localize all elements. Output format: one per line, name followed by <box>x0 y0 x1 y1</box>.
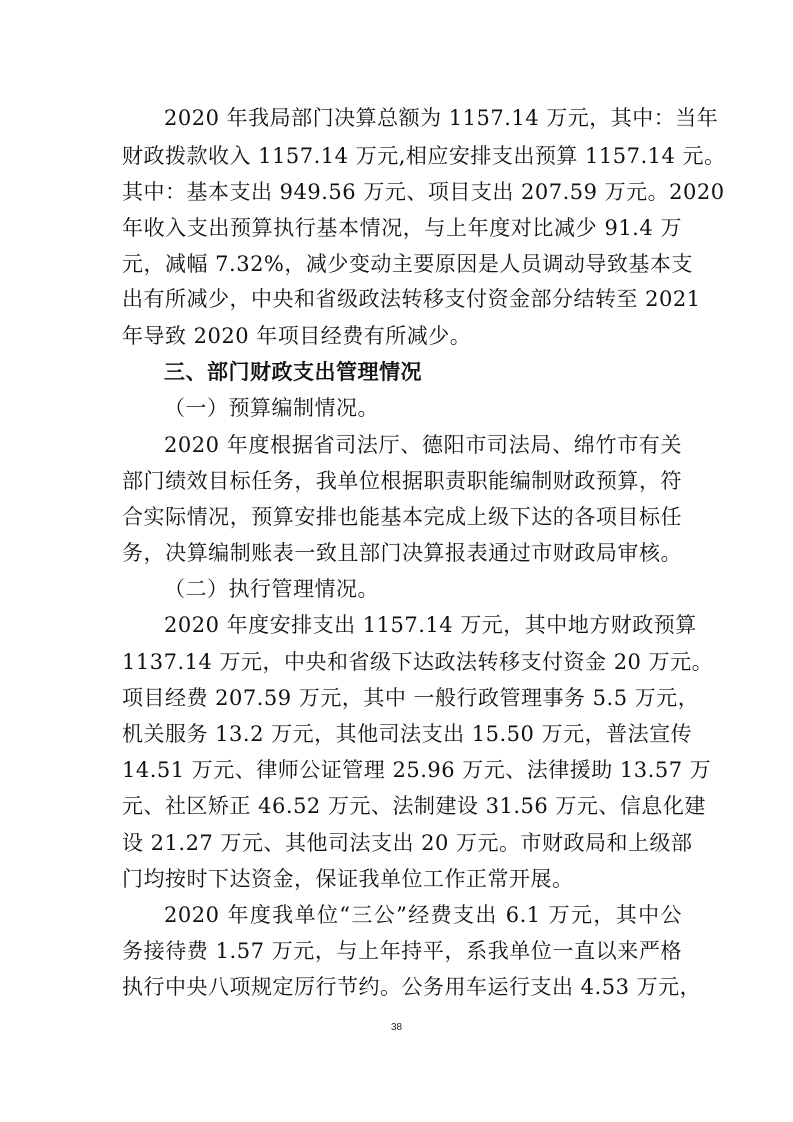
page-number: 38 <box>390 1022 403 1033</box>
paragraph-line: 务，决算编制账表一致且部门决算报表通过市财政局审核。 <box>122 541 682 565</box>
paragraph-line: 年收入支出预算执行基本情况，与上年度对比减少 91.4 万 <box>122 216 682 240</box>
paragraph-line: 元，减幅 7.32%，减少变动主要原因是人员调动导致基本支 <box>122 252 693 276</box>
paragraph-line: 执行中央八项规定厉行节约。公务用车运行支出 4.53 万元， <box>122 975 702 999</box>
paragraph-line: 设 21.27 万元、其他司法支出 20 万元。市财政局和上级部 <box>122 831 693 855</box>
paragraph-line: 财政拨款收入 1157.14 万元,相应安排支出预算 1157.14 元。 <box>122 144 726 168</box>
paragraph-line: 出有所减少，中央和省级政法转移支付资金部分结转至 2021 <box>122 287 701 311</box>
paragraph-line: 合实际情况，预算安排也能基本完成上级下达的各项目标任 <box>122 505 682 529</box>
paragraph-line: 年导致 2020 年项目经费有所减少。 <box>122 324 472 348</box>
paragraph-line: 2020 年度我单位“三公”经费支出 6.1 万元，其中公 <box>164 903 682 927</box>
subsection-heading: （一）预算编制情况。 <box>164 396 379 420</box>
paragraph-line: 2020 年我局部门决算总额为 1157.14 万元，其中：当年 <box>164 106 719 130</box>
paragraph-line: 项目经费 207.59 万元，其中 一般行政管理事务 5.5 万元， <box>122 686 700 710</box>
section-heading: 三、部门财政支出管理情况 <box>164 360 422 384</box>
paragraph-line: 14.51 万元、律师公证管理 25.96 万元、法律援助 13.57 万 <box>122 758 712 782</box>
subsection-heading: （二）执行管理情况。 <box>164 577 379 601</box>
paragraph-line: 元、社区矫正 46.52 万元、法制建设 31.56 万元、信息化建 <box>122 794 706 818</box>
paragraph-line: 门均按时下达资金，保证我单位工作正常开展。 <box>122 867 574 891</box>
paragraph-line: 务接待费 1.57 万元，与上年持平，系我单位一直以来严格 <box>122 939 682 963</box>
paragraph-line: 2020 年度安排支出 1157.14 万元，其中地方财政预算 <box>164 613 697 637</box>
paragraph-line: 1137.14 万元，中央和省级下达政法转移支付资金 20 万元。 <box>122 650 714 674</box>
paragraph-line: 其中：基本支出 949.56 万元、项目支出 207.59 万元。2020 <box>122 180 725 204</box>
paragraph-line: 部门绩效目标任务，我单位根据职责职能编制财政预算，符 <box>122 469 682 493</box>
paragraph-line: 2020 年度根据省司法厅、德阳市司法局、绵竹市有关 <box>164 433 682 457</box>
paragraph-line: 机关服务 13.2 万元，其他司法支出 15.50 万元，普法宣传 <box>122 722 693 746</box>
